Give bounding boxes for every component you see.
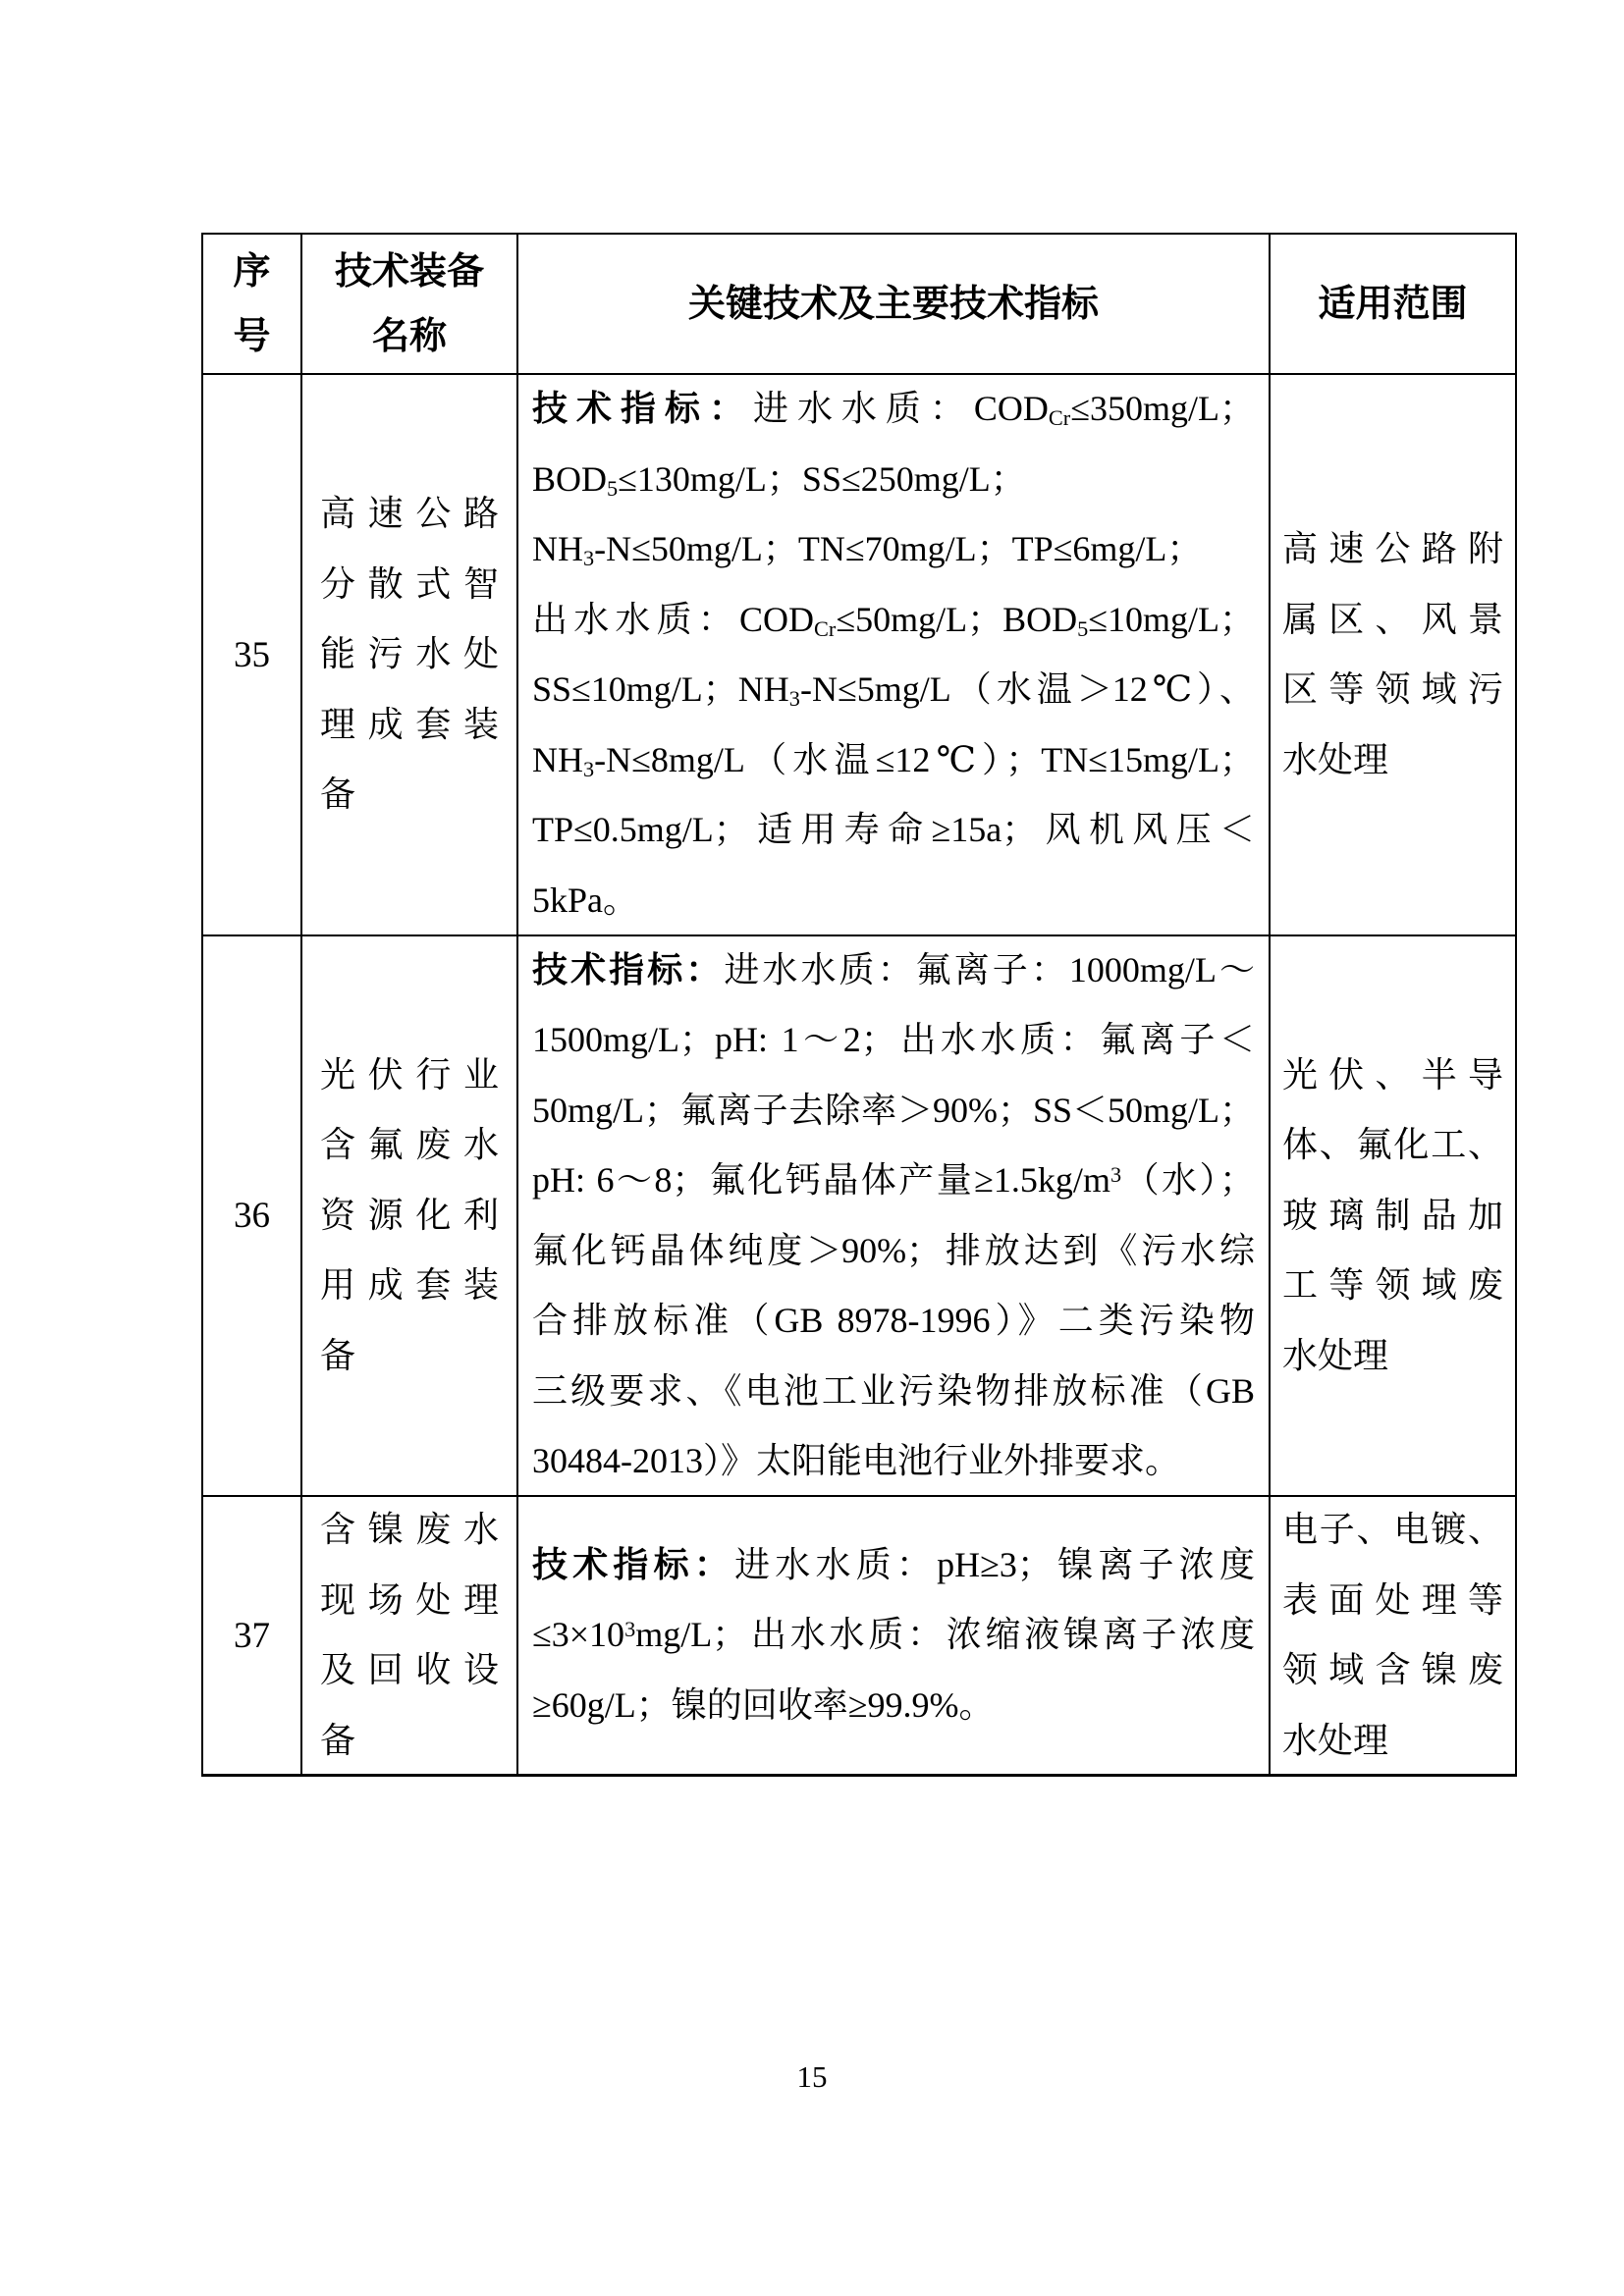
text-line: 氟化钙晶体纯度＞90%；排放达到《污水综 (532, 1230, 1255, 1270)
header-scope-label: 适用范围 (1318, 283, 1468, 325)
text-line: 含氟废水 (320, 1125, 499, 1165)
header-cell-spec (518, 235, 1271, 375)
text-line: 表面处理等 (1282, 1579, 1503, 1620)
text-line: 技术装备 (334, 250, 484, 293)
header-cell-scope (1271, 235, 1517, 375)
text-line: 备 (320, 1720, 356, 1760)
text-line: 高速公路 (320, 494, 499, 534)
equipment-name (320, 1041, 499, 1392)
row-number: 36 (234, 1196, 270, 1236)
text-line: 50mg/L；氟离子去除率＞90%；SS＜50mg/L； (532, 1090, 1255, 1130)
text-line: 出水水质：$COD_{Cr}\le 50mg/L$；$BOD_5\le 10mg/L$； (532, 599, 1255, 641)
text-line: 属区、风景 (1282, 599, 1503, 639)
text-line: 及回收设 (320, 1650, 499, 1689)
text-line: 区等领域污 (1282, 669, 1503, 709)
equipment-name-cell (302, 936, 518, 1497)
text-line: 名称 (371, 315, 447, 357)
spec-table (201, 233, 1517, 1777)
equipment-name (320, 1497, 499, 1776)
text-line: 理成套装 (320, 704, 499, 744)
text-line: 领域含镍废 (1282, 1650, 1503, 1689)
text-line: 水处理 (1282, 1335, 1389, 1375)
scope-text (1282, 1497, 1503, 1776)
scope-cell (1271, 1497, 1517, 1777)
text-line: $\le 3\times 10^3mg/L$；出水水质：浓缩液镍离子浓度 (532, 1615, 1255, 1655)
text-line: 用成套装 (320, 1265, 499, 1306)
text-line: 工等领域废 (1282, 1265, 1503, 1306)
header-cell-equipment-name (302, 235, 518, 375)
spec-text (532, 936, 1255, 1497)
text-line: 光伏行业 (320, 1054, 499, 1095)
text-line: 电子、电镀、 (1282, 1510, 1503, 1549)
text-line: 技术指标：进水水质：$COD_{Cr}\le 350mg/L$； (532, 389, 1255, 430)
text-line: 5kPa。 (532, 880, 639, 920)
page-number: 15 (796, 2059, 828, 2094)
text-line: 高速公路附 (1282, 529, 1503, 568)
spec-text (532, 375, 1255, 935)
row-number-cell (203, 375, 302, 936)
row-number: 37 (234, 1615, 270, 1656)
text-line: 水处理 (1282, 739, 1389, 779)
text-line: 30484-2013）》太阳能电池行业外排要求。 (532, 1441, 1180, 1480)
header-cell-seq (203, 235, 302, 375)
header-seq-label (203, 240, 300, 369)
scope-text (1282, 1041, 1503, 1392)
text-line: 号 (233, 315, 271, 357)
text-line: 能污水处 (320, 634, 499, 674)
text-line: 备 (320, 774, 356, 815)
equipment-name (320, 479, 499, 830)
text-line: 含镍废水 (320, 1510, 499, 1549)
text-line: 三级要求、《电池工业污染物排放标准（GB (532, 1370, 1255, 1411)
text-line: 体、氟化工、 (1282, 1125, 1503, 1165)
text-line: 现场处理 (320, 1579, 499, 1620)
spec-cell (518, 375, 1271, 936)
text-line: 合排放标准（GB 8978-1996）》二类污染物 (532, 1301, 1255, 1340)
row-number-cell (203, 1497, 302, 1777)
text-line: 光伏、半导 (1282, 1054, 1503, 1095)
header-spec-label: 关键技术及主要技术指标 (687, 283, 1099, 325)
text-line: 资源化利 (320, 1195, 499, 1235)
row-number-cell (203, 936, 302, 1497)
row-number: 35 (234, 634, 270, 675)
scope-text (1282, 514, 1503, 795)
text-line: SS≤10mg/L；$NH_3-N\le 5mg/L$（水温＞12℃）、 (532, 669, 1255, 711)
text-line: 水处理 (1282, 1720, 1389, 1760)
text-line: 玻璃制品加 (1282, 1195, 1503, 1235)
text-line: 技术指标：进水水质：氟离子：1000mg/L～ (532, 949, 1255, 989)
scope-cell (1271, 936, 1517, 1497)
text-line: pH: 6～8；氟化钙晶体产量$\ge 1.5kg/m^3$（水）； (532, 1160, 1255, 1200)
header-equipment-name-label (302, 240, 516, 369)
text-line: $BOD_5\le 130mg/L$；SS≤250mg/L； (532, 458, 1026, 501)
spec-cell (518, 936, 1271, 1497)
scope-cell (1271, 375, 1517, 936)
spec-text (532, 1530, 1255, 1741)
text-line: 备 (320, 1335, 356, 1375)
text-line: 技术指标：进水水质：pH≥3；镍离子浓度 (532, 1544, 1255, 1584)
text-line: 1500mg/L；pH: 1～2；出水水质：氟离子＜ (532, 1020, 1255, 1059)
text-line: $NH_3-N\le 8mg/L$（水温≤12℃）；TN≤15mg/L； (532, 739, 1255, 781)
spec-cell (518, 1497, 1271, 1777)
equipment-name-cell (302, 375, 518, 936)
text-line: $NH_3-N\le 50mg/L$；TN≤70mg/L；TP≤6mg/L； (532, 529, 1203, 570)
text-line: TP≤0.5mg/L；适用寿命≥15a；风机风压＜ (532, 810, 1255, 849)
equipment-name-cell (302, 1497, 518, 1777)
text-line: 分散式智 (320, 563, 499, 604)
text-line: ≥60g/L；镍的回收率≥99.9%。 (532, 1684, 995, 1725)
text-line: 序 (233, 250, 271, 293)
